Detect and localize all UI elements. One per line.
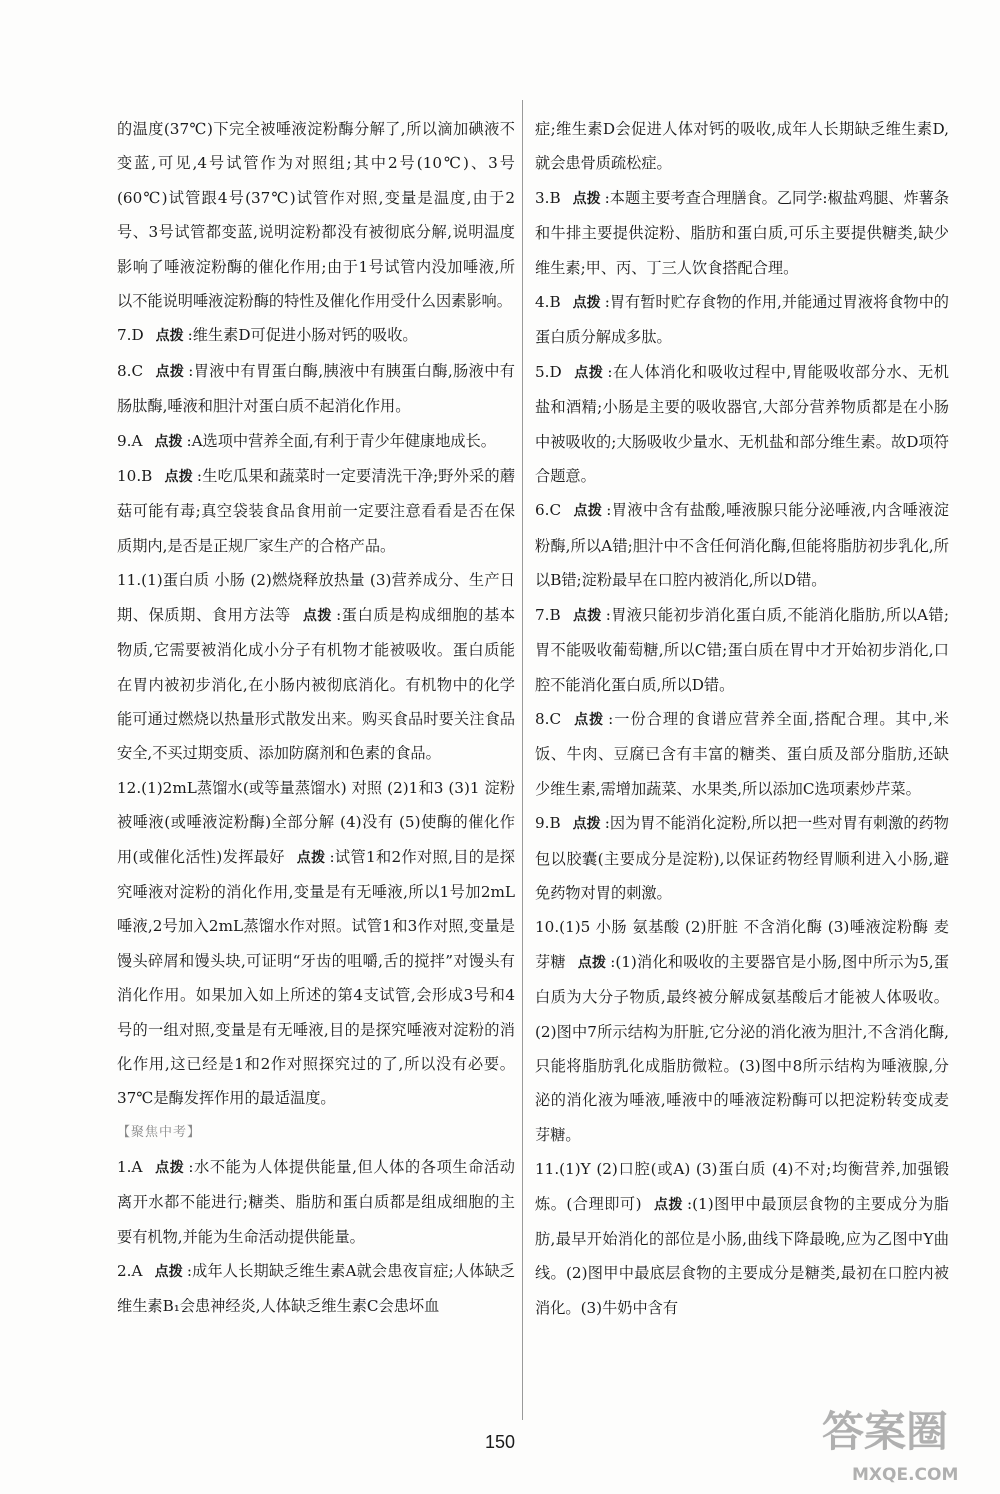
answer-item <box>117 1150 515 1254</box>
answer-explanation: 症;维生素D会促进人体对钙的吸收,成年人长期缺乏维生素D,就会患骨质疏松症。 <box>535 120 949 173</box>
answer-number: 11. <box>117 571 142 590</box>
answer-item <box>117 318 515 353</box>
hint-keyword: 点拨 <box>164 469 193 486</box>
answer-number: 9.A <box>117 431 143 450</box>
answer-number: 10. <box>535 918 560 937</box>
hint-keyword: 点拨 <box>653 1196 684 1213</box>
hint-keyword: 点拨 <box>573 711 605 728</box>
answer-item <box>535 285 949 355</box>
answer-explanation: :A选项中营养全面,有利于青少年健康地成长。 <box>186 431 496 450</box>
answer-explanation: :试管1和2作对照,目的是探究唾液对淀粉的消化作用,变量是有无唾液,所以1号加2mL唾液,2号加入2mL蒸馏水作对照。试管1和3作对照,变量是馒头碎屑和馒头块,可证明“牙齿的咀嚼,舌的搅拌”对馒头有消化作用。如果加入如上所述的第4支试管,会形成3号和4号的一组对照,变量是有无唾液,目的是探究唾液对淀粉的消化作用,这已经是1和2作对照探究过的了,所以没有必要。37℃是酶发挥作用的最适温度。 <box>117 847 515 1108</box>
left-column <box>117 112 515 1324</box>
answer-number: 2.A <box>117 1262 143 1280</box>
watermark-url: MXQE.COM <box>852 1465 959 1485</box>
answer-explanation: :因为胃不能消化淀粉,所以把一些对胃有刺激的药物包以胶囊(主要成分是淀粉),以保证药物经胃顺利进入小肠,避免药物对胃的刺激。 <box>535 814 949 902</box>
answer-explanation: :胃液只能初步消化蛋白质,不能消化脂肪,所以A错;胃不能吸收葡萄糖,所以C错;蛋白质在胃中才开始初步消化,口腔不能消化蛋白质,所以D错。 <box>535 605 950 694</box>
hint-keyword: 点拨 <box>572 607 602 624</box>
hint-keyword: 点拨 <box>572 816 601 833</box>
answer-item <box>117 563 515 770</box>
hint-keyword: 点拨 <box>577 954 607 971</box>
answer-number: 7.D <box>117 326 144 345</box>
answer-number: 3.B <box>535 188 561 207</box>
hint-keyword: 点拨 <box>154 1159 185 1176</box>
answer-text: (1)Y (2)口腔(或A) (3)蛋白质 (4)不对;均衡营养,加强锻炼。(合理即可) <box>535 1160 949 1213</box>
answer-number: 6.C <box>535 501 562 520</box>
answer-text: (1)蛋白质 小肠 (2)燃烧释放热量 (3)营养成分、生产日期、保质期、食用方法等 <box>117 571 515 624</box>
answer-item <box>535 1152 949 1325</box>
hint-keyword: 点拨 <box>302 607 333 624</box>
answer-explanation: :蛋白质是构成细胞的基本物质,它需要被消化成小分子有机物才能被吸收。蛋白质能在胃内被初步消化,在小肠内被彻底消化。有机物中的化学能可通过燃烧以热量形式散发出来。购买食品时要关注食品安全,不买过期变质、添加防腐剂和色素的食品。 <box>117 605 516 763</box>
hint-keyword: 点拨 <box>572 190 601 207</box>
section-label: 【聚焦中考】 <box>117 1124 202 1140</box>
column-divider <box>522 100 523 1420</box>
hint-keyword: 点拨 <box>154 433 183 450</box>
hint-keyword: 点拨 <box>572 295 601 312</box>
answer-number: 5.D <box>535 362 562 381</box>
answer-item <box>117 354 515 424</box>
answer-explanation: :本题主要考查合理膳食。乙同学:椒盐鸡腿、炸薯条和牛排主要提供淀粉、脂肪和蛋白质,可乐主要提供糖类,缺少维生素;甲、丙、丁三人饮食搭配合理。 <box>535 188 950 277</box>
right-column <box>535 112 949 1325</box>
answer-explanation: 的温度(37℃)下完全被唾液淀粉酶分解了,所以滴加碘液不变蓝,可见,4号试管作为对照组;其中2号(10℃)、3号(60℃)试管跟4号(37℃)试管作对照,变量是温度,由于2号、3号试管都变蓝,说明淀粉都没有被彻底分解,说明温度影响了唾液淀粉酶的催化作用;由于1号试管内没加唾液,所以不能说明唾液淀粉酶的特性及催化作用受什么因素影响。 <box>117 120 515 311</box>
answer-item <box>535 112 949 181</box>
answer-number: 9.B <box>535 814 561 833</box>
answer-item <box>117 112 515 318</box>
answer-item <box>535 355 949 494</box>
hint-keyword: 点拨 <box>155 363 185 380</box>
answer-number: 4.B <box>535 293 561 312</box>
answer-number: 7.B <box>535 605 561 624</box>
answer-text: (1)5 小肠 氨基酸 (2)肝脏 不含消化酶 (3)唾液淀粉酶 麦芽糖 <box>535 918 949 971</box>
answer-item <box>535 181 949 285</box>
answer-item <box>535 910 949 1152</box>
answer-item <box>117 424 515 459</box>
hint-keyword: 点拨 <box>155 328 184 345</box>
answer-explanation: :生吃瓜果和蔬菜时一定要清洗干净;野外采的蘑菇可能有毒;真空袋装食品食用前一定要注意看看是否在保质期内,是否是正规厂家生产的合格产品。 <box>117 467 516 555</box>
watermark-logo <box>818 1398 988 1488</box>
answer-number: 1.A <box>117 1157 143 1176</box>
page-number: 150 <box>484 1432 516 1452</box>
answer-item <box>117 771 515 1116</box>
hint-keyword: 点拨 <box>154 1264 183 1280</box>
answer-number: 8.C <box>535 709 562 728</box>
hint-keyword: 点拨 <box>573 364 604 381</box>
answer-item <box>117 459 515 563</box>
answer-explanation: :胃液中有胃蛋白酶,胰液中有胰蛋白酶,肠液中有肠肽酶,唾液和胆汁对蛋白质不起消化作用。 <box>117 361 515 416</box>
answer-explanation: :胃有暂时贮存食物的作用,并能通过胃液将食物中的蛋白质分解成多肽。 <box>535 293 949 347</box>
answer-item <box>535 702 949 806</box>
answer-item <box>117 1254 515 1324</box>
answer-text: (1)2mL蒸馏水(或等量蒸馏水) 对照 (2)1和3 (3)1 淀粉被唾液(或唾液淀粉酶)全部分解 (4)没有 (5)使酶的催化作用(或催化活性)发挥最好 <box>117 778 515 866</box>
answer-explanation: :(1)图甲中最顶层食物的主要成分为脂肪,最早开始消化的部位是小肠,曲线下降最晚,应为乙图中Y曲线。(2)图甲中最底层食物的主要成分是糖类,最初在口腔内被消化。(3)牛奶中含有 <box>535 1194 949 1317</box>
answer-explanation: :胃液中含有盐酸,唾液腺只能分泌唾液,内含唾液淀粉酶,所以A错;胆汁中不含任何消化酶,但能将脂肪初步乳化,所以B错;淀粉最早在口腔内被消化,所以D错。 <box>535 501 949 590</box>
answer-item <box>535 493 949 597</box>
answer-number: 11. <box>535 1160 560 1179</box>
answer-number: 12. <box>117 778 142 797</box>
answer-explanation: :成年人长期缺乏维生素A就会患夜盲症;人体缺乏维生素B₁会患神经炎,人体缺乏维生素C会患坏血 <box>117 1262 516 1316</box>
answer-explanation: :在人体消化和吸收过程中,胃能吸收部分水、无机盐和酒精;小肠是主要的吸收器官,大部分营养物质都是在小肠中被吸收的;大肠吸收少量水、无机盐和部分维生素。故D项符合题意。 <box>535 362 949 486</box>
hint-keyword: 点拨 <box>573 503 603 520</box>
answer-explanation: :水不能为人体提供能量,但人体的各项生命活动离开水都不能进行;糖类、脂肪和蛋白质都是组成细胞的主要有机物,并能为生命活动提供能量。 <box>117 1157 515 1246</box>
answer-number: 10.B <box>117 467 153 486</box>
answer-number: 8.C <box>117 361 144 380</box>
answer-item <box>535 806 949 910</box>
answer-explanation: :(1)消化和吸收的主要器官是小肠,图中所示为5,蛋白质为大分子物质,最终被分解成氨基酸后才能被人体吸收。(2)图中7所示结构为肝脏,它分泌的消化液为胆汁,不含消化酶,只能将脂肪乳化成脂肪微粒。(3)图中8所示结构为唾液腺,分泌的消化液为唾液,唾液中的唾液淀粉酶可以把淀粉转变成麦芽糖。 <box>535 952 950 1144</box>
answer-item <box>535 598 949 702</box>
watermark-logo-text: 答案圈 <box>822 1407 949 1456</box>
hint-keyword: 点拨 <box>296 849 326 866</box>
answer-explanation: :一份合理的食谱应营养全面,搭配合理。其中,米饭、牛肉、豆腐已含有丰富的糖类、蛋白质及部分脂肪,还缺少维生素,需增加蔬菜、水果类,所以添加C选项素炒芹菜。 <box>535 709 949 798</box>
answer-explanation: :维生素D可促进小肠对钙的吸收。 <box>187 326 418 345</box>
